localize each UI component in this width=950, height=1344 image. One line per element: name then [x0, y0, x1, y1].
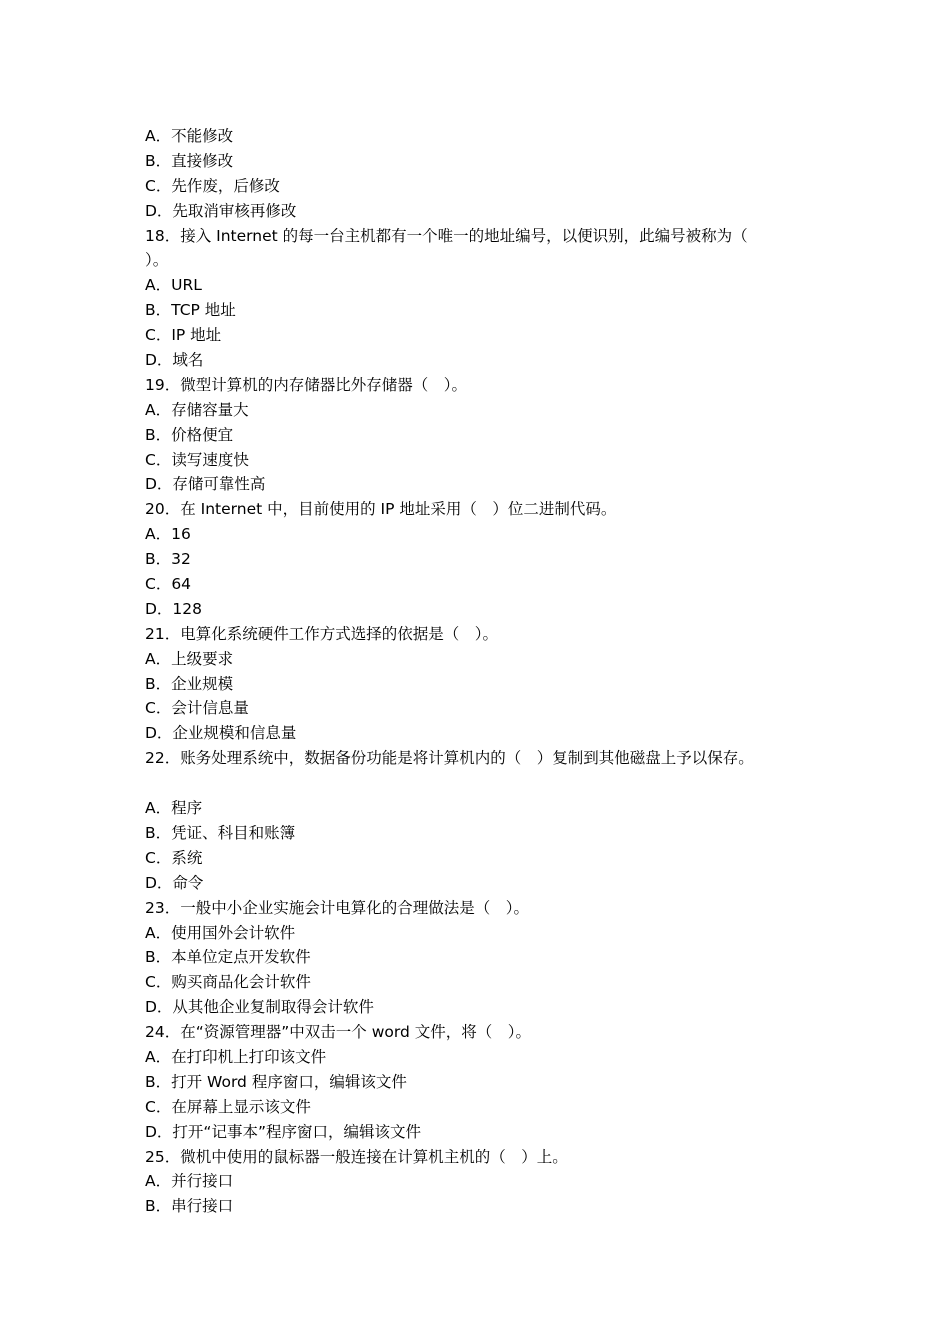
option-line: D．命令: [145, 873, 204, 892]
option-line: C．64: [145, 575, 192, 594]
question-20: 20．在 Internet 中，目前使用的 IP 地址采用（ ）位二进制代码。: [145, 500, 617, 519]
option-line: D．128: [145, 599, 203, 618]
option-line: A．并行接口: [145, 1172, 234, 1191]
option-line: C．购买商品化会计软件: [145, 973, 311, 992]
option-line: A．存储容量大: [145, 400, 249, 419]
question-18-continuation: ）。: [145, 251, 169, 270]
option-line: B．价格便宜: [145, 425, 234, 444]
option-line: B．直接修改: [145, 151, 234, 170]
option-line: D．从其他企业复制取得会计软件: [145, 998, 374, 1017]
blank-line: [145, 771, 817, 796]
question-21: 21．电算化系统硬件工作方式选择的依据是（ ）。: [145, 624, 498, 643]
option-line: B．凭证、科目和账簿: [145, 823, 296, 842]
document-body: [145, 124, 817, 1219]
question-24: 24．在“资源管理器”中双击一个 word 文件，将（ ）。: [145, 1023, 531, 1042]
option-line: C．IP 地址: [145, 326, 222, 345]
option-line: D．打开“记事本”程序窗口，编辑该文件: [145, 1122, 421, 1141]
option-line: D．存储可靠性高: [145, 475, 266, 494]
option-line: A．URL: [145, 276, 202, 295]
option-line: C．先作废，后修改: [145, 176, 280, 195]
question-18: 18．接入 Internet 的每一台主机都有一个唯一的地址编号，以便识别，此编号被称为（: [145, 226, 748, 245]
option-line: C．在屏幕上显示该文件: [145, 1097, 311, 1116]
option-line: A．使用国外会计软件: [145, 923, 296, 942]
option-line: C．会计信息量: [145, 699, 249, 718]
option-line: B．打开 Word 程序窗口，编辑该文件: [145, 1072, 407, 1091]
question-25: 25．微机中使用的鼠标器一般连接在计算机主机的（ ）上。: [145, 1147, 568, 1166]
question-22: 22．账务处理系统中，数据备份功能是将计算机内的（ ）复制到其他磁盘上予以保存。: [145, 749, 754, 768]
option-line: A．上级要求: [145, 649, 234, 668]
option-line: C．读写速度快: [145, 450, 249, 469]
option-line: D．先取消审核再修改: [145, 201, 297, 220]
question-19: 19．微型计算机的内存储器比外存储器（ ）。: [145, 375, 467, 394]
option-line: A．程序: [145, 799, 203, 818]
option-line: C．系统: [145, 848, 203, 867]
option-line: B．本单位定点开发软件: [145, 948, 311, 967]
option-line: A．不能修改: [145, 127, 234, 145]
option-line: B．TCP 地址: [145, 301, 236, 320]
option-line: B．企业规模: [145, 674, 234, 693]
option-line: A．16: [145, 525, 191, 544]
option-line: B．串行接口: [145, 1197, 234, 1216]
option-line: D．企业规模和信息量: [145, 724, 297, 743]
option-line: B．32: [145, 550, 191, 569]
question-23: 23．一般中小企业实施会计电算化的合理做法是（ ）。: [145, 898, 529, 917]
option-line: A．在打印机上打印该文件: [145, 1047, 327, 1066]
option-line: D．域名: [145, 351, 204, 370]
